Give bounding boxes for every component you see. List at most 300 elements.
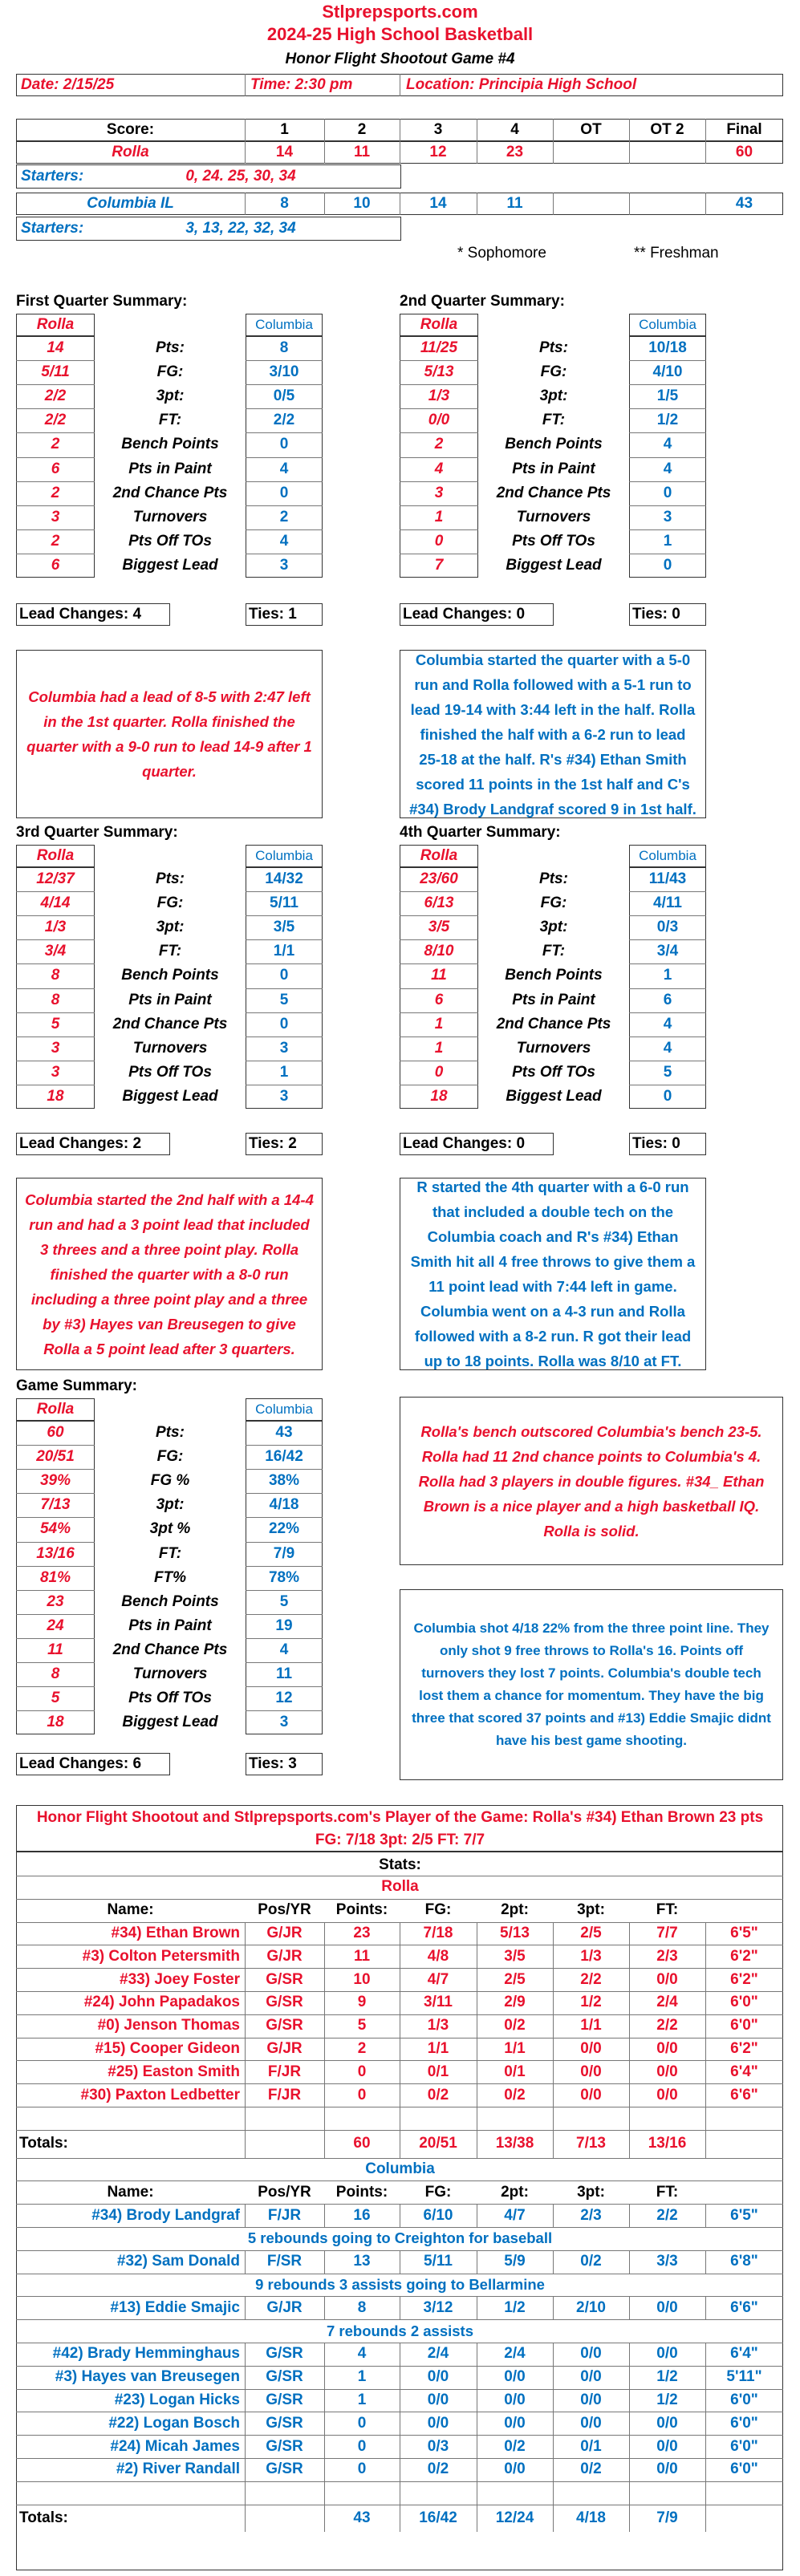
columbia-player-cell: #23) Logan Hicks: [114, 2391, 240, 2408]
rolla-starters: 0, 24. 25, 30, 34: [185, 168, 296, 185]
grid-line: [705, 2505, 706, 2533]
columbia-starters-label: Starters:: [21, 220, 84, 237]
rolla-player-cell: 6'6": [730, 2086, 758, 2103]
rolla-player-cell: 6'2": [730, 1970, 758, 1988]
rolla-player-cell: 10: [353, 1970, 371, 1988]
columbia-total-cell: 16/42: [419, 2509, 457, 2526]
game-location: Location: Principia High School: [406, 76, 637, 93]
columbia-player-cell: 2/4: [504, 2345, 526, 2363]
stat-label: 2nd Chance Pts: [112, 1015, 228, 1032]
column-header: Pos/YR: [258, 2183, 311, 2201]
rolla-player-cell: #30) Paxton Ledbetter: [80, 2086, 240, 2103]
rolla-quarter-stat: 11/25: [420, 339, 458, 357]
player-of-game-line1: Honor Flight Shootout and Stlprepsports.com's Player of the Game: Rolla's #34) Ethan Brown 23 pts: [36, 1809, 764, 1826]
stat-label: Pts Off TOs: [128, 1063, 212, 1081]
columbia-player-cell: 2/4: [427, 2345, 449, 2363]
rolla-quarter-stat: 11: [431, 967, 447, 984]
rolla-quarter-stat: 12/37: [36, 870, 75, 888]
columbia-player-cell: 2/3: [580, 2206, 602, 2224]
columbia-quarter-stat: 1/1: [273, 943, 295, 960]
rolla-quarter-stat: 3: [434, 484, 444, 501]
columbia-quarter-stat: 14/32: [265, 870, 303, 888]
columbia-label: Columbia: [255, 848, 313, 863]
lead-changes: Lead Changes: 0: [403, 606, 526, 623]
score-header: 3: [433, 121, 443, 138]
grid-line: [705, 2481, 706, 2505]
columbia-player-cell: 8: [357, 2298, 367, 2316]
rolla-quarter-stat: 4: [434, 460, 444, 477]
columbia-quarter-stat: 3: [279, 1087, 289, 1105]
columbia-label: Columbia: [255, 1402, 313, 1417]
score-header: 4: [510, 121, 519, 138]
game-summary-title: Game Summary:: [16, 1377, 138, 1394]
stat-label: Pts:: [539, 339, 568, 357]
stat-label: 3pt:: [156, 919, 185, 936]
rolla-player-cell: 2/9: [504, 1994, 526, 2011]
columbia-player-cell: #3) Hayes van Breusegen: [55, 2368, 240, 2386]
columbia-player-cell: G/SR: [266, 2345, 303, 2363]
column-header: Name:: [107, 1901, 154, 1919]
rolla-quarter-stat: 2/2: [44, 387, 67, 405]
rolla-quarter-stat: 2: [51, 532, 60, 550]
rolla-quarter-stat: 8: [51, 967, 60, 984]
rolla-quarter-stat: 6: [434, 991, 444, 1008]
rolla-quarter-stat: 14: [47, 339, 64, 357]
rolla-player-cell: 0/2: [504, 2017, 526, 2034]
rolla-player-cell: #24) John Papadakos: [83, 1994, 240, 2011]
stat-label: Pts:: [156, 870, 185, 888]
rolla-player-cell: G/JR: [266, 1947, 303, 1965]
rolla-player-cell: 0/0: [656, 1970, 678, 1988]
rolla-quarter-stat: 1: [434, 1039, 444, 1057]
grid-line: [553, 2481, 554, 2505]
stat-label: Biggest Lead: [122, 1714, 218, 1731]
columbia-quarter-stat: 4/11: [653, 895, 682, 912]
rolla-player-cell: 2/3: [656, 1947, 678, 1965]
column-header: FT:: [656, 2183, 679, 2201]
stat-label: Turnovers: [516, 1039, 591, 1057]
rolla-game-stat: 60: [47, 1424, 64, 1442]
rolla-player-cell: 5/13: [500, 1924, 530, 1941]
columbia-quarter-stat: 1/2: [656, 412, 679, 429]
rolla-player-cell: 4/7: [427, 1970, 449, 1988]
rolla-starters-label: Starters:: [21, 168, 84, 185]
ties: Ties: 0: [632, 606, 680, 623]
columbia-player-cell: 0/0: [580, 2368, 602, 2386]
rolla-quarter-stat: 2: [51, 484, 60, 501]
columbia-player-cell: #2) River Randall: [116, 2460, 240, 2478]
rolla-game-stat: 81%: [39, 1568, 71, 1586]
stat-label: FG:: [156, 895, 184, 912]
column-header: Points:: [335, 2183, 388, 2201]
rolla-player-cell: 0/0: [580, 2063, 602, 2080]
rolla-player-cell: 1/3: [580, 1947, 602, 1965]
rolla-player-cell: 6'2": [730, 2039, 758, 2057]
stat-label: Biggest Lead: [122, 1087, 218, 1105]
column-header: 2pt:: [501, 2183, 529, 2201]
columbia-player-cell: 1: [357, 2391, 367, 2408]
columbia-quarter-stat: 3: [279, 1039, 289, 1057]
column-header: FG:: [424, 1901, 452, 1919]
column-header: 3pt:: [577, 2183, 605, 2201]
rolla-quarter-stat: 3/5: [428, 919, 450, 936]
columbia-player-cell: 1/2: [504, 2298, 526, 2316]
rolla-player-cell: G/SR: [266, 1970, 303, 1988]
column-header: FT:: [656, 1901, 679, 1919]
columbia-quarter-stat: 0: [663, 1087, 672, 1105]
columbia-player-cell: G/SR: [266, 2414, 303, 2432]
totals-label: Totals:: [19, 2509, 68, 2526]
columbia-starters: 3, 13, 22, 32, 34: [185, 220, 296, 237]
columbia-game-stat: 11: [275, 1665, 293, 1683]
grid-line: [245, 2481, 246, 2505]
rolla-quarter-stat: 3: [51, 508, 60, 525]
columbia-player-cell: 16: [353, 2206, 371, 2224]
rolla-player-cell: 2/5: [580, 1924, 602, 1941]
score-header: Final: [726, 121, 762, 138]
rolla-game-stat: 39%: [39, 1472, 71, 1490]
quarter-title: 2nd Quarter Summary:: [400, 293, 565, 310]
columbia-game-stat: 7/9: [273, 1544, 295, 1562]
columbia-score-cell: [553, 193, 629, 215]
grid-line: [705, 2107, 706, 2130]
columbia-player-cell: 0/0: [656, 2345, 678, 2363]
columbia-player-cell: 0/0: [427, 2414, 449, 2432]
columbia-player-cell: F/JR: [267, 2206, 302, 2224]
rolla-player-cell: 0/0: [656, 2086, 678, 2103]
rolla-quarter-stat: 23/60: [420, 870, 458, 888]
rolla-label: Rolla: [36, 1401, 75, 1418]
stat-label: Turnovers: [132, 1039, 208, 1057]
columbia-total-cell: 43: [353, 2509, 371, 2526]
rolla-player-cell: 1/1: [580, 2017, 602, 2034]
rolla-label: Rolla: [420, 847, 458, 864]
rolla-quarter-stat: 2/2: [44, 412, 67, 429]
columbia-player-cell: 1: [357, 2368, 367, 2386]
freshman-note: ** Freshman: [634, 245, 719, 262]
rolla-player-cell: 6'0": [730, 2017, 758, 2034]
columbia-quarter-stat: 3/5: [273, 919, 295, 936]
columbia-quarter-stat: 5: [279, 991, 289, 1008]
columbia-player-cell: #34) Brody Landgraf: [91, 2206, 240, 2224]
columbia-player-cell: G/SR: [266, 2437, 303, 2455]
grid-line: [245, 2130, 246, 2158]
game-narrative-rolla: Rolla's bench outscored Columbia's bench 23-5. Rolla had 11 2nd chance points to Columbia's 4. Rolla had 3 players in double figures. #34_ Ethan Brown is a nice player and a high basketball IQ. Rolla is solid.: [400, 1397, 783, 1565]
stat-label: Bench Points: [121, 436, 219, 453]
columbia-player-cell: G/JR: [266, 2298, 303, 2316]
columbia-team-title: Columbia: [365, 2160, 435, 2177]
rolla-quarter-stat: 0/0: [428, 412, 450, 429]
column-header: FG:: [424, 2183, 452, 2201]
columbia-quarter-stat: 4: [663, 1039, 672, 1057]
columbia-quarter-stat: 2/2: [273, 412, 295, 429]
columbia-player-cell: 0: [357, 2437, 367, 2455]
rolla-game-stat: 8: [51, 1665, 60, 1683]
stat-label: 2nd Chance Pts: [496, 1015, 611, 1032]
rolla-quarter-stat: 3: [51, 1039, 60, 1057]
stat-label: Biggest Lead: [506, 1087, 602, 1105]
columbia-player-cell: 0/0: [580, 2391, 602, 2408]
columbia-quarter-stat: 0: [279, 436, 289, 453]
columbia-player-cell: 6'0": [730, 2391, 758, 2408]
rolla-game-stat: 24: [47, 1617, 64, 1634]
columbia-player-cell: G/SR: [266, 2460, 303, 2478]
lead-changes: Lead Changes: 0: [403, 1135, 526, 1152]
columbia-player-cell: 4/7: [504, 2206, 526, 2224]
columbia-game-stat: 43: [275, 1424, 293, 1442]
rolla-score-cell: [629, 141, 705, 164]
stat-label: FT%: [153, 1568, 187, 1586]
columbia-quarter-stat: 1: [663, 532, 672, 550]
rolla-player-cell: 1/1: [504, 2039, 526, 2057]
columbia-score-cell: [629, 193, 705, 215]
columbia-player-cell: 5'11": [726, 2368, 762, 2386]
stat-label: 3pt:: [539, 919, 568, 936]
stat-label: 3pt:: [156, 1496, 185, 1514]
grid-line: [705, 2130, 706, 2158]
player-of-game-line2: FG: 7/18 3pt: 2/5 FT: 7/7: [315, 1832, 485, 1848]
columbia-quarter-stat: 0: [279, 967, 289, 984]
rolla-player-cell: 1/3: [427, 2017, 449, 2034]
stat-label: FT:: [158, 943, 182, 960]
lead-changes: Lead Changes: 4: [19, 606, 142, 623]
rolla-player-cell: #34) Ethan Brown: [111, 1924, 240, 1941]
rolla-player-cell: 7/18: [423, 1924, 453, 1941]
stat-label: 2nd Chance Pts: [496, 484, 611, 501]
quarter-title: 4th Quarter Summary:: [400, 824, 561, 841]
rolla-player-cell: 6'5": [730, 1924, 758, 1941]
stat-label: Pts Off TOs: [512, 1063, 595, 1081]
columbia-player-cell: 0/3: [427, 2437, 449, 2455]
rolla-player-cell: 2: [357, 2039, 367, 2057]
columbia-player-cell: 6'5": [730, 2206, 758, 2224]
stat-label: Pts Off TOs: [512, 532, 595, 550]
columbia-player-cell: 1/2: [656, 2368, 678, 2386]
columbia-player-cell: 0/0: [580, 2414, 602, 2432]
stat-label: Biggest Lead: [122, 556, 218, 574]
grid-line: [245, 2107, 246, 2130]
columbia-player-cell: 5/11: [424, 2253, 453, 2270]
columbia-player-cell: 6'4": [730, 2345, 758, 2363]
rolla-quarter-stat: 3/4: [44, 943, 67, 960]
rolla-quarter-stat: 2: [434, 436, 444, 453]
rolla-player-cell: 0/0: [580, 2086, 602, 2103]
quarter-title: 3rd Quarter Summary:: [16, 824, 178, 841]
rolla-player-cell: 0: [357, 2086, 367, 2103]
columbia-label: Columbia: [255, 317, 313, 332]
rolla-player-cell: F/JR: [267, 2063, 302, 2080]
columbia-player-cell: F/SR: [266, 2253, 303, 2270]
columbia-player-cell: 6/10: [423, 2206, 453, 2224]
grid-line: [324, 2107, 325, 2130]
rolla-score-cell: [553, 141, 629, 164]
rolla-quarter-stat: 5: [51, 1015, 60, 1032]
columbia-player-cell: 0/2: [580, 2460, 602, 2478]
columbia-player-cell: 6'0": [730, 2414, 758, 2432]
score-header: 2: [357, 121, 367, 138]
ties: Ties: 2: [249, 1135, 297, 1152]
columbia-game-stat: 3: [279, 1714, 289, 1731]
event-title: Honor Flight Shootout Game #4: [285, 51, 515, 67]
columbia-total-cell: 4/18: [576, 2509, 606, 2526]
stat-label: Turnovers: [132, 508, 208, 525]
rolla-player-cell: 7/7: [656, 1924, 678, 1941]
quarter-title: First Quarter Summary:: [16, 293, 188, 310]
rolla-quarter-stat: 4/14: [40, 895, 71, 912]
columbia-player-cell: 4: [357, 2345, 367, 2363]
rolla-game-stat: 18: [47, 1714, 64, 1731]
lead-changes: Lead Changes: 6: [19, 1755, 142, 1772]
rolla-player-cell: 0/2: [504, 2086, 526, 2103]
columbia-quarter-stat: 4: [663, 436, 672, 453]
columbia-score-cell: 11: [506, 195, 523, 212]
columbia-quarter-stat: 5: [663, 1063, 672, 1081]
columbia-quarter-stat: 0: [663, 484, 672, 501]
rolla-player-cell: 2/4: [656, 1994, 678, 2011]
columbia-quarter-stat: 8: [279, 339, 289, 357]
rolla-player-cell: G/SR: [266, 1994, 303, 2011]
rolla-label: Rolla: [36, 847, 75, 864]
stat-label: 3pt:: [156, 387, 185, 405]
rolla-quarter-stat: 18: [430, 1087, 448, 1105]
stat-label: Pts Off TOs: [128, 532, 212, 550]
rolla-game-stat: 11: [47, 1641, 63, 1658]
columbia-quarter-stat: 5/11: [270, 895, 298, 912]
stat-label: FG:: [540, 363, 567, 381]
rolla-score-cell: 60: [735, 144, 753, 160]
column-header: 3pt:: [577, 1901, 605, 1919]
columbia-player-cell: 0: [357, 2414, 367, 2432]
stat-label: Pts in Paint: [512, 991, 595, 1008]
columbia-quarter-stat: 4: [663, 1015, 672, 1032]
rolla-player-cell: 0/1: [504, 2063, 526, 2080]
totals-label: Totals:: [19, 2135, 68, 2152]
rolla-game-stat: 23: [47, 1592, 64, 1610]
rolla-player-cell: #25) Easton Smith: [108, 2063, 240, 2080]
rolla-quarter-stat: 6/13: [424, 895, 454, 912]
columbia-quarter-stat: 1: [279, 1063, 289, 1081]
columbia-player-cell: 0: [357, 2460, 367, 2478]
rolla-label: Rolla: [36, 316, 75, 333]
columbia-player-cell: 5/9: [504, 2253, 526, 2270]
stat-label: Turnovers: [132, 1665, 208, 1683]
columbia-quarter-stat: 6: [663, 991, 672, 1008]
rolla-player-cell: 6'2": [730, 1947, 758, 1965]
rolla-player-cell: 0/0: [580, 2039, 602, 2057]
rolla-player-cell: 9: [357, 1994, 367, 2011]
columbia-player-cell: G/SR: [266, 2391, 303, 2408]
columbia-player-cell: 6'0": [730, 2437, 758, 2455]
columbia-score-cell: 10: [353, 195, 371, 212]
columbia-quarter-stat: 10/18: [648, 339, 687, 357]
columbia-player-cell: 13: [353, 2253, 371, 2270]
rolla-player-cell: 0/2: [427, 2086, 449, 2103]
rolla-quarter-stat: 1/3: [428, 387, 450, 405]
columbia-quarter-stat: 2: [279, 508, 289, 525]
columbia-quarter-stat: 3: [663, 508, 672, 525]
stat-label: Pts in Paint: [128, 991, 212, 1008]
columbia-player-cell: 3/3: [656, 2253, 678, 2270]
rolla-player-cell: 5: [357, 2017, 367, 2034]
rolla-quarter-stat: 6: [51, 460, 60, 477]
rolla-player-cell: 4/8: [427, 1947, 449, 1965]
stat-label: 2nd Chance Pts: [112, 1641, 228, 1658]
columbia-label: Columbia: [639, 848, 696, 863]
season-title: 2024-25 High School Basketball: [266, 24, 534, 44]
grid-line: [324, 2481, 325, 2505]
rolla-player-cell: #3) Colton Petersmith: [82, 1947, 240, 1965]
columbia-game-stat: 19: [275, 1617, 293, 1634]
game-narrative-columbia: Columbia shot 4/18 22% from the three point line. They only shot 9 free throws to Rolla's 16. Points off turnovers they lost 7 points. Columbia's double tech lost them a chance for momentum. They have the big three that scored 37 points and #13) Eddie Smajic didnt have his best game shooting.: [400, 1589, 783, 1780]
columbia-player-cell: 2/10: [576, 2298, 606, 2316]
rolla-quarter-stat: 8: [51, 991, 60, 1008]
rolla-total-cell: 7/13: [576, 2135, 606, 2152]
columbia-quarter-stat: 1/5: [656, 387, 679, 405]
rolla-player-cell: G/JR: [266, 2039, 303, 2057]
grid-line: [245, 2505, 246, 2533]
columbia-quarter-stat: 0: [663, 556, 672, 574]
columbia-game-stat: 38%: [268, 1472, 300, 1490]
columbia-player-cell: 0/2: [427, 2460, 449, 2478]
stat-label: Pts:: [539, 870, 568, 888]
rolla-quarter-stat: 0: [434, 1063, 444, 1081]
rolla-score-cell: 14: [275, 144, 294, 160]
rolla-player-cell: #0) Jenson Thomas: [97, 2017, 240, 2034]
game-date: Date: 2/15/25: [21, 76, 115, 93]
stat-label: FT:: [158, 1544, 182, 1562]
columbia-label: Columbia: [639, 317, 696, 332]
columbia-player-cell: 2/2: [656, 2206, 678, 2224]
rolla-quarter-stat: 5/13: [424, 363, 454, 381]
columbia-player-cell: 0/0: [580, 2345, 602, 2363]
quarter-narrative: Columbia had a lead of 8-5 with 2:47 left in the 1st quarter. Rolla finished the quarter with a 9-0 run to lead 14-9 after 1 quarter.: [16, 650, 323, 818]
columbia-quarter-stat: 11/43: [648, 870, 687, 888]
rolla-game-stat: 13/16: [36, 1544, 75, 1562]
columbia-player-cell: 0/0: [656, 2437, 678, 2455]
rolla-player-cell: 2/2: [656, 2017, 678, 2034]
grid-line: [553, 2107, 554, 2130]
stat-label: Pts in Paint: [128, 1617, 212, 1634]
columbia-player-cell: 1/2: [656, 2391, 678, 2408]
column-header: 2pt:: [501, 1901, 529, 1919]
quarter-narrative: Columbia started the quarter with a 5-0 run and Rolla followed with a 5-1 run to lead 19-14 with 3:44 left in the half. Rolla finished the half with a 6-2 run to lead 25-18 at the half. R's #34) Ethan Smith scored 11 points in the 1st half and C's #34) Brody Landgraf scored 9 in 1st half.: [400, 650, 706, 818]
columbia-score-cell: 43: [735, 195, 753, 212]
quarter-narrative: Columbia started the 2nd half with a 14-4 run and had a 3 point lead that included 3 threes and a three point play. Rolla finished the quarter with a 8-0 run including a three point play and a three by #3) Hayes van Breusegen to give Rolla a 5 point lead after 3 quarters.: [16, 1178, 323, 1370]
stat-label: FG:: [156, 363, 184, 381]
rolla-player-cell: 2/2: [580, 1970, 602, 1988]
rolla-player-cell: F/JR: [267, 2086, 302, 2103]
columbia-quarter-stat: 4: [279, 532, 289, 550]
columbia-game-stat: 5: [279, 1592, 289, 1610]
rolla-game-stat: 54%: [39, 1520, 71, 1538]
columbia-player-cell: 6'8": [730, 2253, 758, 2270]
score-header: OT: [580, 121, 602, 138]
rolla-quarter-stat: 8/10: [424, 943, 454, 960]
sophomore-note: * Sophomore: [457, 245, 546, 262]
quarter-narrative: R started the 4th quarter with a 6-0 run that included a double tech on the Columbia coach and R's #34) Ethan Smith hit all 4 free throws to give them a 11 point lead with 7:44 left in game. Columbia went on a 4-3 run and Rolla followed with a 8-2 run. R got their lead up to 18 points. Rolla was 8/10 at FT.: [400, 1178, 706, 1370]
columbia-quarter-stat: 4/10: [652, 363, 683, 381]
rolla-label: Rolla: [420, 316, 458, 333]
ties: Ties: 3: [249, 1755, 297, 1772]
player-note: 5 rebounds going to Creighton for baseball: [247, 2229, 553, 2247]
columbia-game-stat: 4/18: [269, 1496, 299, 1514]
stats-title: Stats:: [379, 1856, 421, 1873]
rolla-total-cell: 20/51: [419, 2135, 457, 2152]
site-title: Stlprepsports.com: [322, 2, 478, 22]
rolla-player-cell: 2/5: [504, 1970, 526, 1988]
stat-label: FT:: [542, 943, 566, 960]
columbia-player-cell: 0/0: [656, 2460, 678, 2478]
